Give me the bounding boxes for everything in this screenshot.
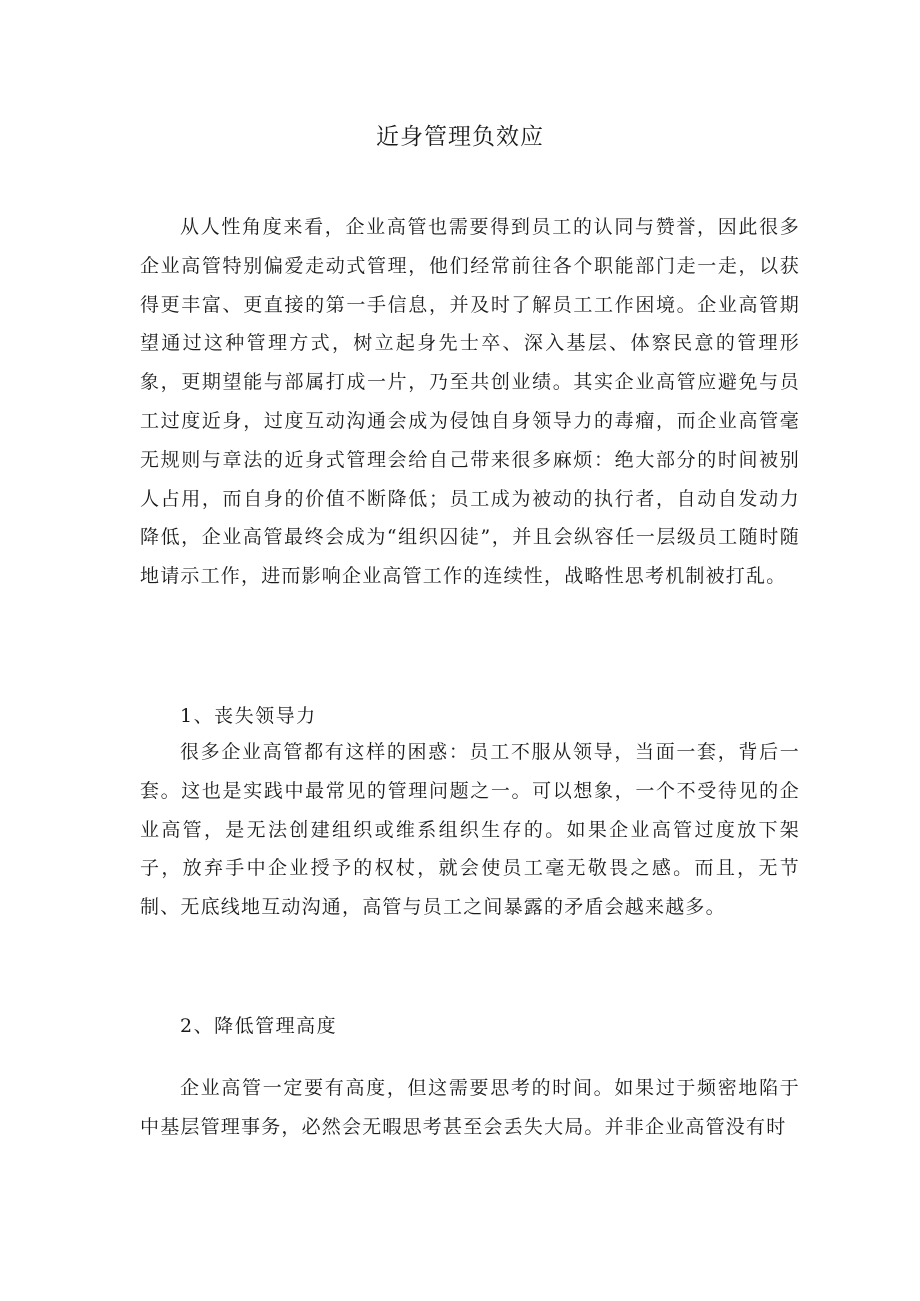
paragraph-intro: 从人性角度来看，企业高管也需要得到员工的认同与赞誉，因此很多企业高管特别偏爱走动式管理，他们经常前往各个职能部门走一走，以获得更丰富、更直接的第一手信息，并及时了解员工工作困境。企业高管期望通过这种管理方式，树立起身先士卒、深入基层、体察民意的管理形象，更期望能与部属打成一片，乃至共创业绩。其实企业高管应避免与员工过度近身，过度互动沟通会成为侵蚀自身领导力的毒瘤，而企业高管毫无规则与章法的近身式管理会给自己带来很多麻烦：绝大部分的时间被别人占用，而自身的价值不断降低；员工成为被动的执行者，自动自发动力降低，企业高管最终会成为“组织囚徒”，并且会纵容任一层级员工随时随地请示工作，进而影响企业高管工作的连续性，战略性思考机制被打乱。 — [140, 216, 800, 588]
section-heading-1: 1、丧失领导力 — [180, 705, 317, 727]
paragraph-section-2: 企业高管一定要有高度，但这需要思考的时间。如果过于频密地陷于中基层管理事务，必然会无暇思考甚至会丢失大局。并非企业高管没有时 — [140, 1077, 800, 1138]
document-title: 近身管理负效应 — [376, 124, 544, 150]
paragraph-section-1: 很多企业高管都有这样的困惑：员工不服从领导，当面一套，背后一套。这也是实践中最常见的管理问题之一。可以想象，一个不受待见的企业高管，是无法创建组织或维系组织生存的。如果企业高管过度放下架子，放弃手中企业授予的权杖，就会使员工毫无敬畏之感。而且，无节制、无底线地互动沟通，高管与员工之间暴露的矛盾会越来越多。 — [140, 741, 800, 919]
section-heading-2: 2、降低管理高度 — [180, 1015, 338, 1037]
